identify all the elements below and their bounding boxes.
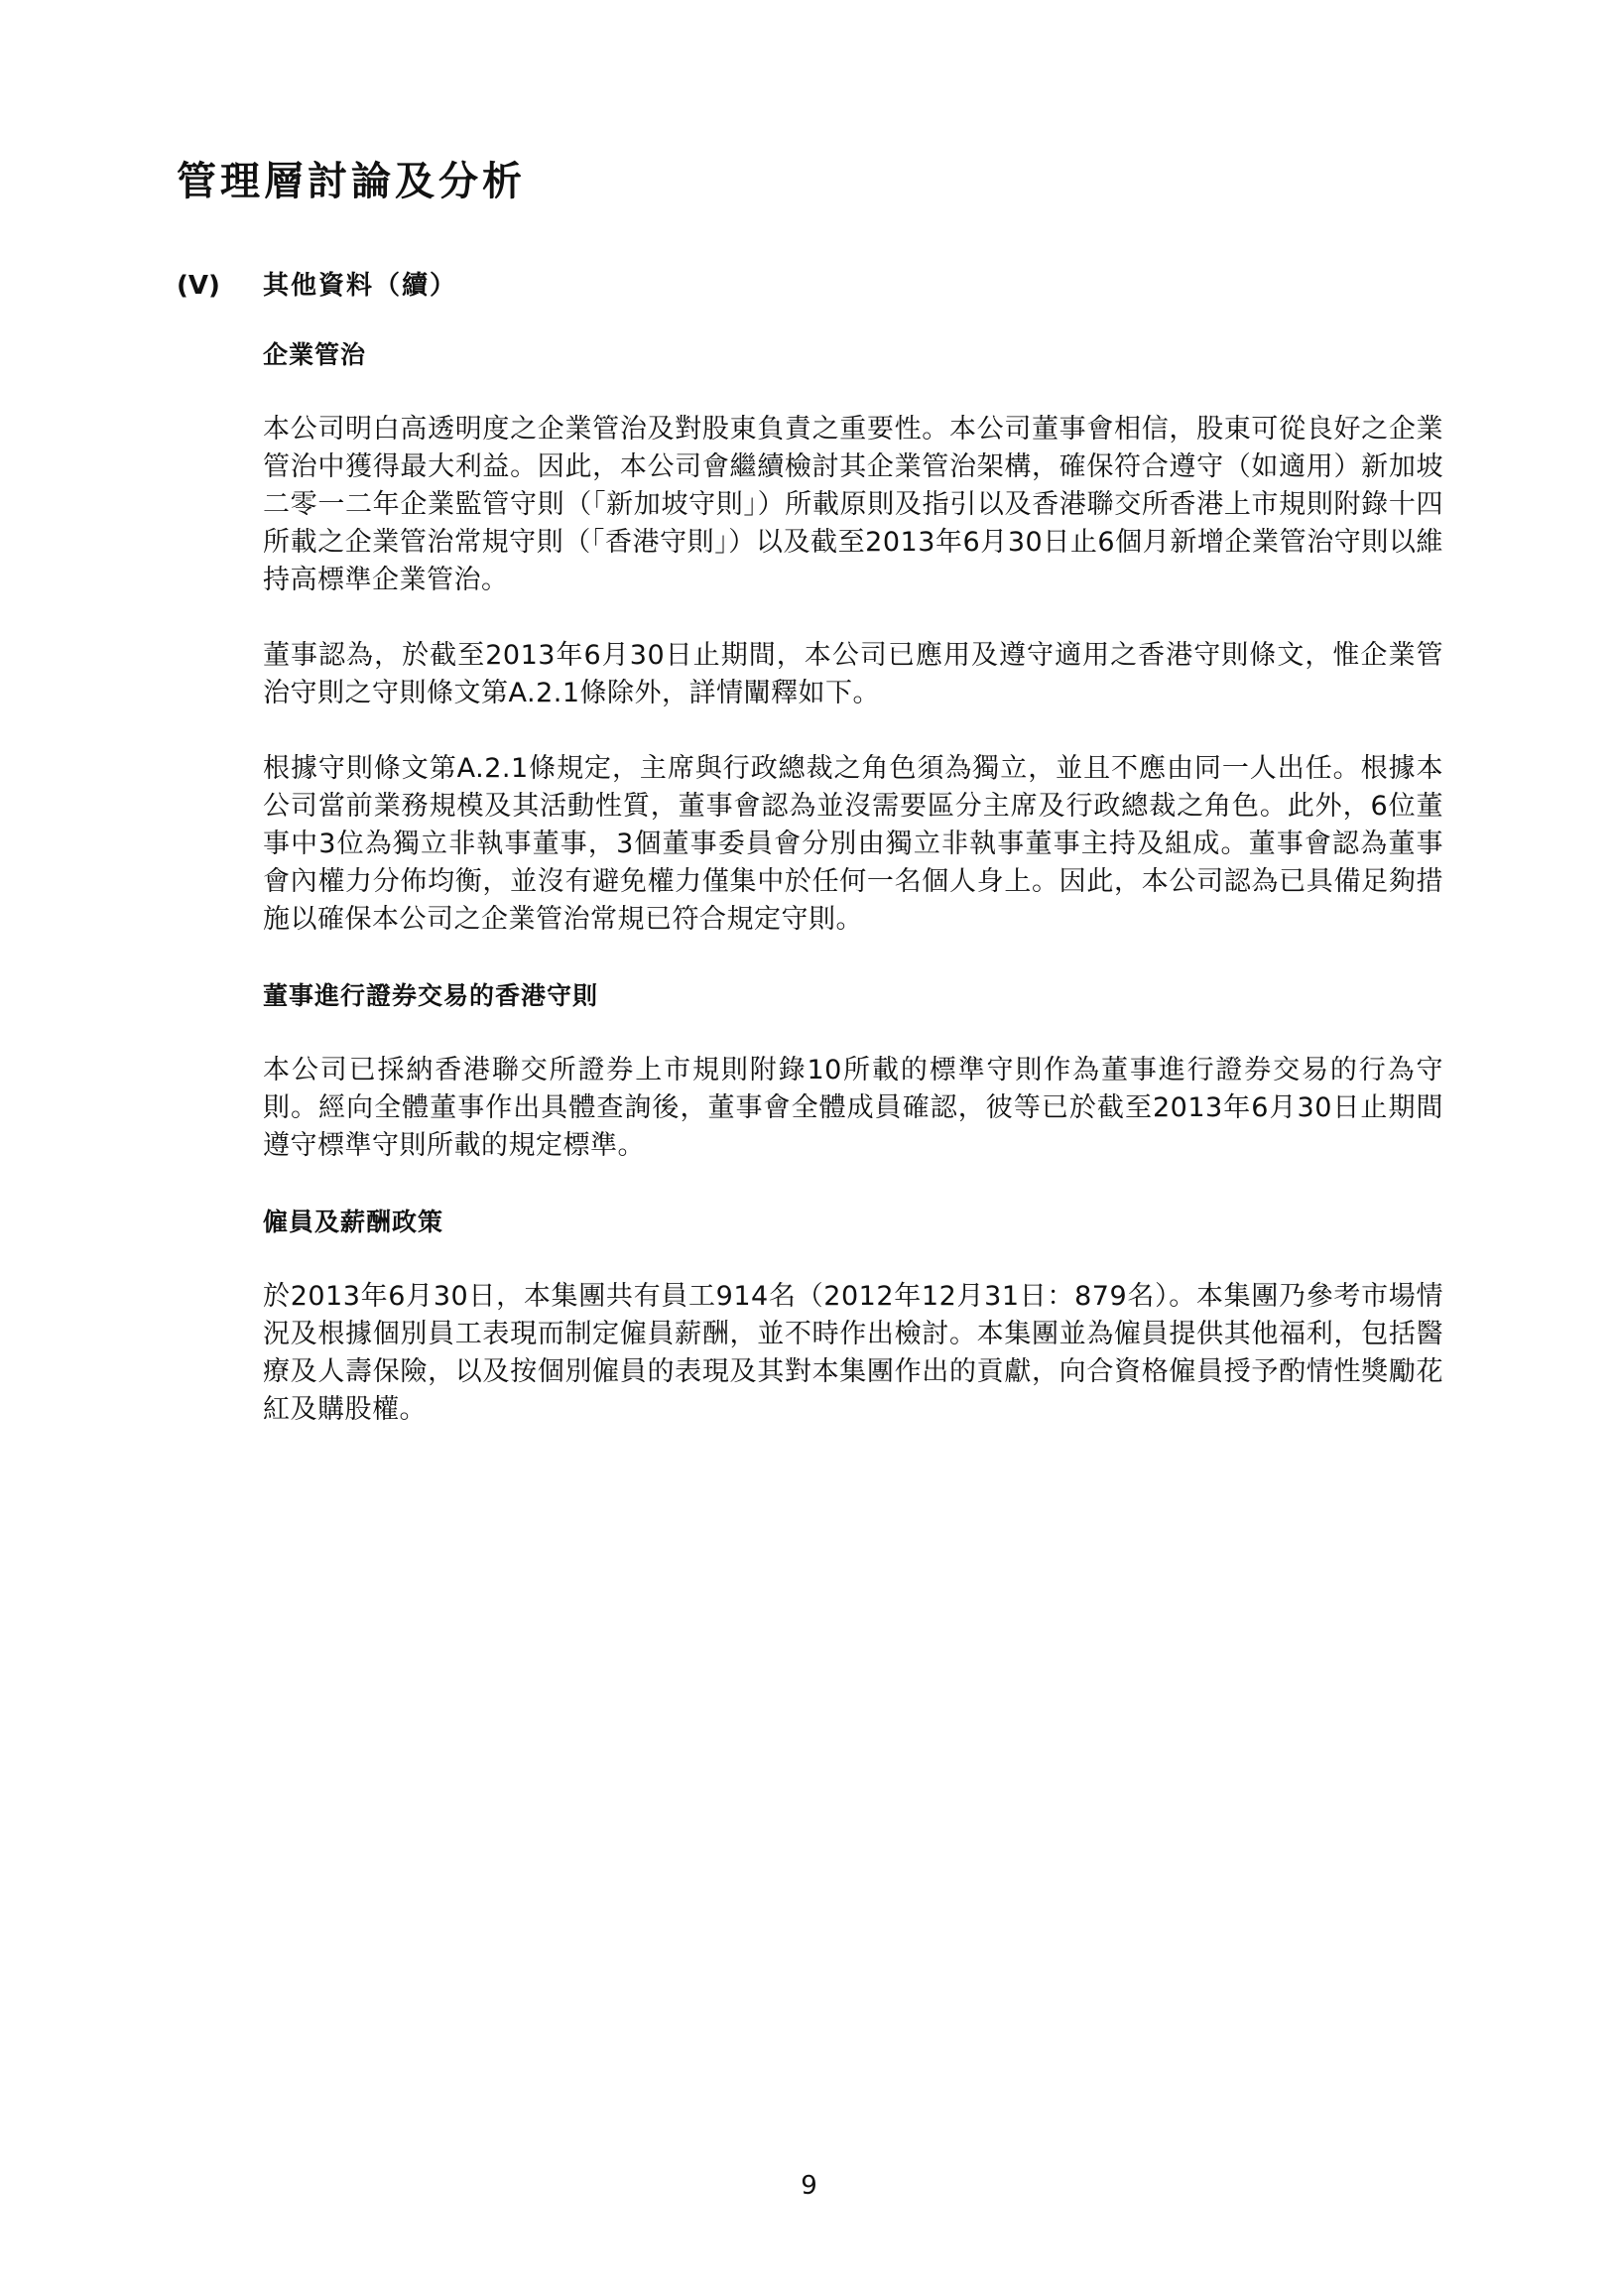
subheading-securities-transactions: 董事進行證券交易的香港守則 [263, 981, 599, 1010]
paragraph: 根據守則條文第A.2.1條規定，主席與行政總裁之角色須為獨立，並且不應由同一人出任。根據本公司當前業務規模及其活動性質，董事會認為並沒需要區分主席及行政總裁之角色。此外，6位董事中3位為獨立非執事董事，3個董事委員會分別由獨立非執事董事主持及組成。董事會認為董事會內權力分佈均衡，並沒有避免權力僅集中於任何一名個人身上。因此，本公司認為已具備足夠措施以確保本公司之企業管治常規已符合規定守則。 [263, 753, 1443, 935]
section-content [263, 337, 1443, 1467]
section-number: (V) [177, 271, 220, 301]
subheading-corporate-governance: 企業管治 [263, 340, 367, 369]
subsection-securities-transactions [263, 978, 1443, 1165]
page-number: 9 [801, 2171, 817, 2201]
paragraph: 本公司明白高透明度之企業管治及對股東負責之重要性。本公司董事會相信，股東可從良好之企業管治中獲得最大利益。因此，本公司會繼續檢討其企業管治架構，確保符合遵守（如適用）新加坡二零一二年企業監管守則（「新加坡守則」）所載原則及指引以及香港聯交所香港上市規則附錄十四所載之企業管治常規守則（「香港守則」）以及截至2013年6月30日止6個月新增企業管治守則以維持高標準企業管治。 [263, 414, 1443, 595]
subsection-employees-remuneration [263, 1205, 1443, 1429]
paragraph: 董事認為，於截至2013年6月30日止期間，本公司已應用及遵守適用之香港守則條文，惟企業管治守則之守則條文第A.2.1條除外，詳情闡釋如下。 [263, 640, 1443, 708]
subsection-corporate-governance [263, 337, 1443, 939]
section-heading: 其他資料（續） [263, 271, 458, 301]
subheading-employees-remuneration: 僱員及薪酬政策 [263, 1208, 444, 1236]
paragraph: 本公司已採納香港聯交所證券上市規則附錄10所載的標準守則作為董事進行證券交易的行為守則。經向全體董事作出具體查詢後，董事會全體成員確認，彼等已於截至2013年6月30日止期間遵守標準守則所載的規定標準。 [263, 1055, 1443, 1161]
paragraph: 於2013年6月30日，本集團共有員工914名（2012年12月31日：879名）。本集團乃參考市場情況及根據個別員工表現而制定僱員薪酬，並不時作出檢討。本集團並為僱員提供其他福利，包括醫療及人壽保險，以及按個別僱員的表現及其對本集團作出的貢獻，向合資格僱員授予酌情性獎勵花紅及購股權。 [263, 1281, 1443, 1425]
page-title: 管理層討論及分析 [177, 159, 526, 204]
